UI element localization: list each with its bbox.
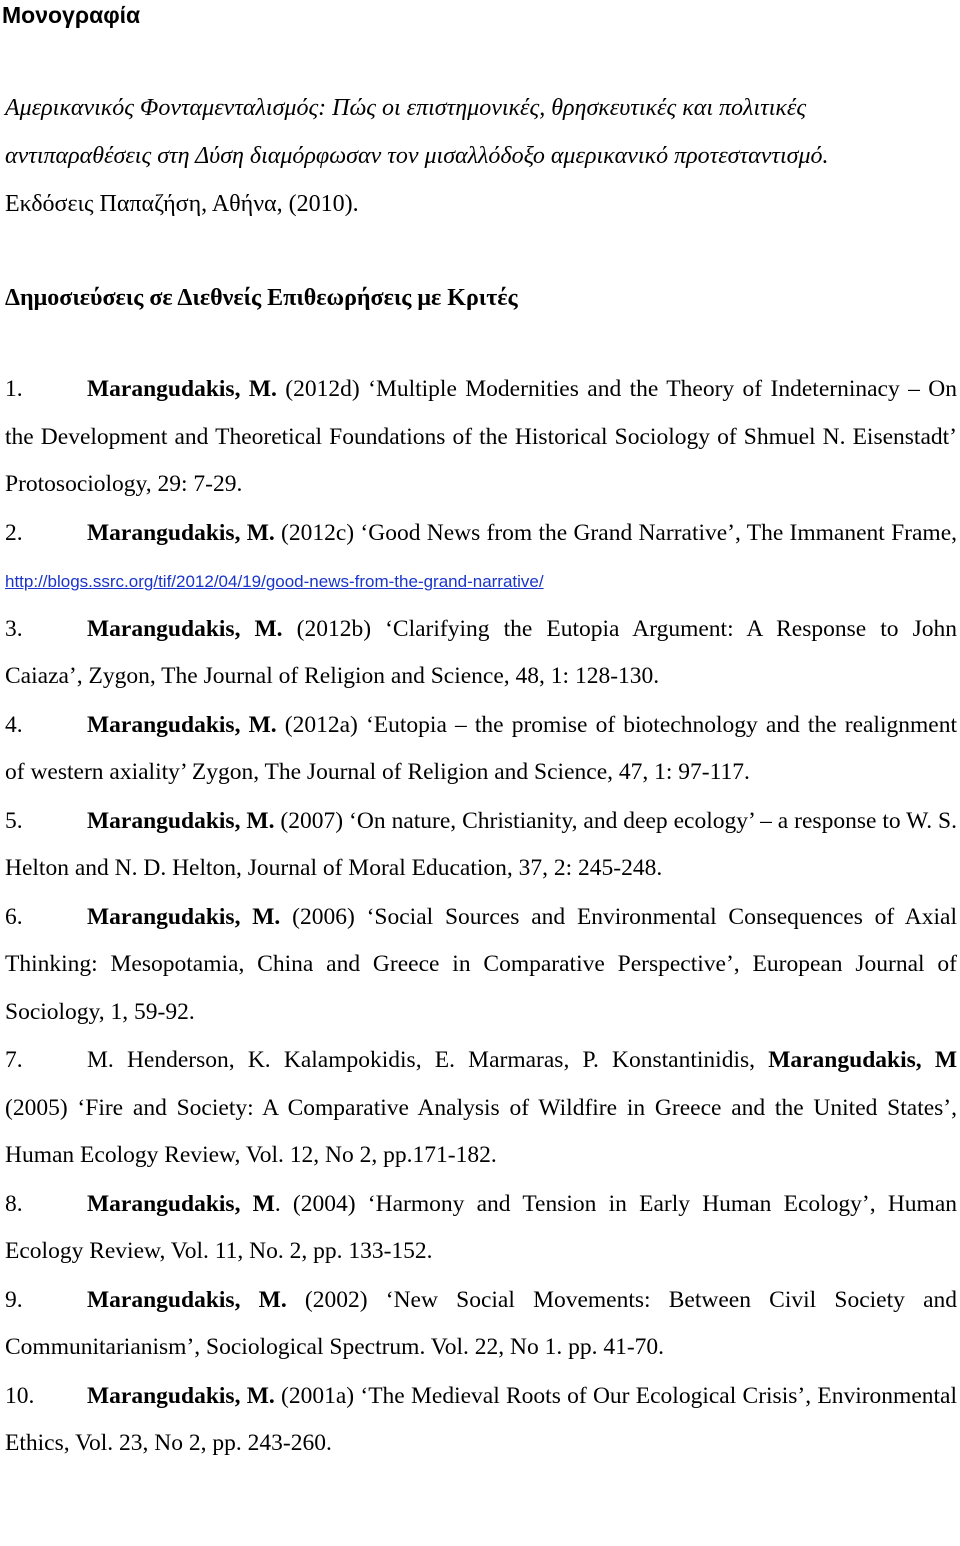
publication-author: Marangudakis, M. [87, 1382, 275, 1409]
monograph-entry [5, 84, 955, 228]
publication-number: 1. [5, 376, 23, 402]
publication-coauthors: M. Henderson, K. Kalampokidis, E. Marmaras, P. Konstantinidis, [87, 1047, 769, 1073]
publication-item [5, 510, 957, 606]
publication-number: 8. [5, 1190, 23, 1217]
publication-author: Marangudakis, M [87, 1190, 275, 1217]
publication-number: 9. [5, 1286, 23, 1313]
publication-item [5, 1037, 957, 1181]
publication-author: Marangudakis, M. [87, 807, 275, 834]
publication-author: Marangudakis, M. [87, 376, 277, 402]
publication-citation: (2012c) ‘Good News from the Grand Narrative’, The Immanent Frame, [274, 519, 958, 546]
publication-citation: (2012a) ‘Eutopia – the promise of biotechnology and the realignment of western axiality’ Zygon, The Journal of Religion and Science, 47, 1: 97-117. [5, 711, 957, 785]
publication-author: Marangudakis, M. [87, 903, 281, 930]
publication-citation: . (2004) ‘Harmony and Tension in Early Human Ecology’, Human Ecology Review, Vol. 11, No. 2, pp. 133-152. [5, 1190, 957, 1264]
publication-number: 10. [5, 1382, 35, 1409]
publication-item [5, 1277, 957, 1373]
publication-author: Marangudakis, M [768, 1047, 957, 1073]
publication-author: Marangudakis, M. [87, 711, 277, 738]
publication-citation: (2012d) ‘Multiple Modernities and the Theory of Indeterninacy – On the Development and Theoretical Foundations of the Historical Sociology of Shmuel N. Eisenstadt’ Protosociology, 29: 7-29. [5, 376, 957, 497]
publication-citation: (2002) ‘New Social Movements: Between Civil Society and Communitarianism’, Sociological Spectrum. Vol. 22, No 1. pp. 41-70. [5, 1286, 957, 1360]
publication-author: Marangudakis, M. [87, 1286, 287, 1313]
publication-author: Marangudakis, M. [87, 615, 283, 642]
publication-list [5, 366, 957, 1469]
publication-item [5, 1181, 957, 1277]
publication-citation: (2012b) ‘Clarifying the Eutopia Argument: A Response to John Caiaza’, Zygon, The Journal of Religion and Science, 48, 1: 128-130. [5, 615, 957, 689]
monograph-title: Αμερικανικός Φονταμενταλισμός: Πώς οι επιστημονικές, θρησκευτικές και πολιτικές αντιπαραθέσεις στη Δύση διαμόρφωσαν τον μισαλλόδοξο αμερικανικό προτεσταντισμό. [5, 95, 829, 169]
publication-item [5, 894, 957, 1038]
publication-item [5, 702, 957, 798]
publication-number: 5. [5, 807, 23, 834]
monograph-heading: Μονογραφία [2, 2, 141, 28]
publication-citation: (2007) ‘On nature, Christianity, and deep ecology’ – a response to W. S. Helton and N. D. Helton, Journal of Moral Education, 37, 2: 245-248. [5, 807, 957, 881]
section-heading: Δημοσιεύσεις σε Διεθνείς Επιθεωρήσεις με Κριτές [5, 285, 518, 311]
publication-number: 7. [5, 1047, 23, 1073]
publication-link[interactable]: http://blogs.ssrc.org/tif/2012/04/19/good-news-from-the-grand-narrative/ [5, 572, 544, 591]
publication-item [5, 366, 957, 510]
publication-number: 4. [5, 711, 23, 738]
publication-citation: (2006) ‘Social Sources and Environmental Consequences of Axial Thinking: Mesopotamia, China and Greece in Comparative Perspective’, European Journal of Sociology, 1, 59-92. [5, 903, 957, 1025]
publication-item [5, 1373, 957, 1469]
publication-item [5, 606, 957, 702]
publication-number: 3. [5, 615, 23, 642]
publication-item [5, 798, 957, 894]
publication-citation: (2005) ‘Fire and Society: A Comparative Analysis of Wildfire in Greece and the United States’, Human Ecology Review, Vol. 12, No 2, pp.171-182. [5, 1094, 957, 1168]
monograph-publisher: Εκδόσεις Παπαζήση, Αθήνα, (2010). [5, 191, 359, 217]
publication-number: 6. [5, 903, 23, 930]
publication-citation: (2001a) ‘The Medieval Roots of Our Ecological Crisis’, Environmental Ethics, Vol. 23, No 2, pp. 243-260. [5, 1382, 957, 1456]
publication-author: Marangudakis, M. [87, 519, 275, 546]
publication-number: 2. [5, 519, 23, 546]
